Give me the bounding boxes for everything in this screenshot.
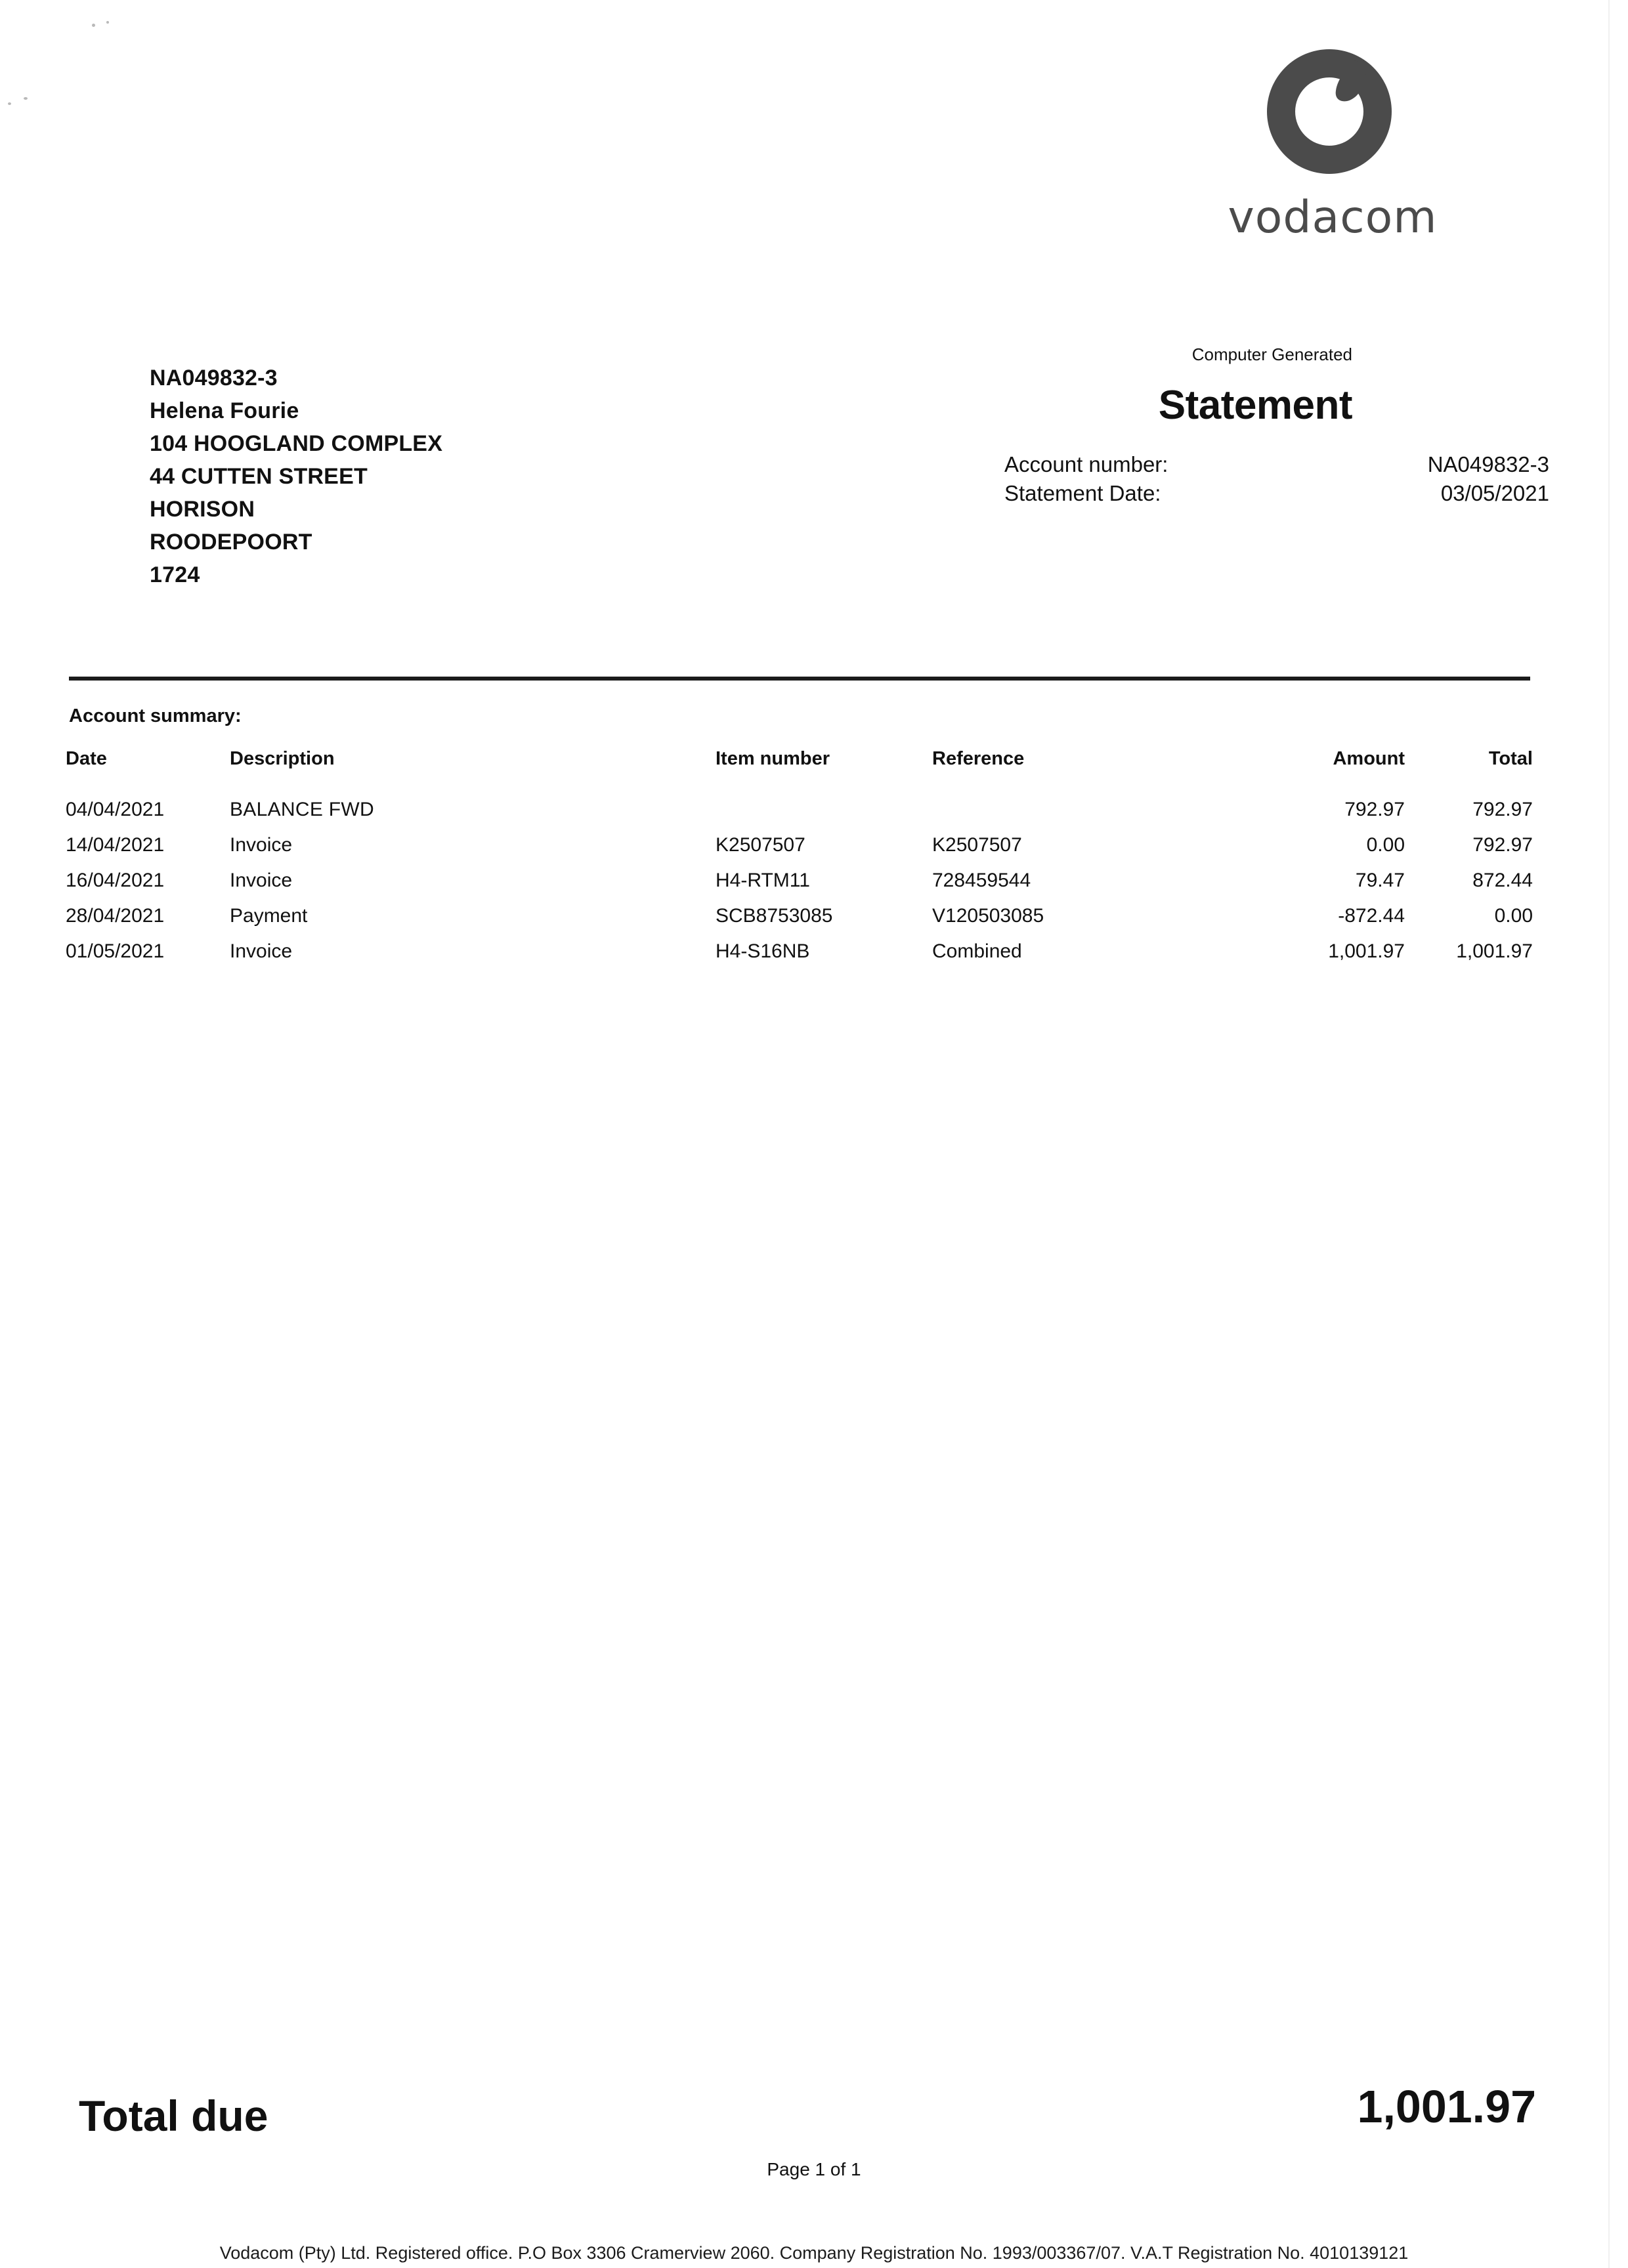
cell-reference: Combined	[932, 940, 1022, 962]
scan-speck	[106, 21, 109, 24]
address-line: 44 CUTTEN STREET	[150, 463, 368, 489]
cell-reference: 728459544	[932, 870, 1031, 891]
cell-amount: 79.47	[1355, 870, 1405, 891]
statement-date-row	[1004, 479, 1549, 508]
address-line: NA049832-3	[150, 366, 278, 390]
cell-item-number: H4-RTM11	[716, 870, 810, 891]
statement-date-label: Statement Date:	[1004, 480, 1161, 505]
total-due-label: Total due	[79, 2091, 268, 2140]
vodacom-speech-mark-icon	[1264, 46, 1395, 177]
account-number-value: NA049832-3	[1427, 452, 1549, 476]
header-divider-rule	[69, 677, 1530, 681]
table-header-row	[66, 748, 1533, 799]
cell-date: 16/04/2021	[66, 870, 165, 891]
column-header-item-number: Item number	[716, 748, 830, 769]
page-title: Statement	[1158, 383, 1352, 428]
vodacom-wordmark: vodacom	[1228, 192, 1438, 243]
total-due-value: 1,001.97	[1357, 2081, 1536, 2132]
cell-total: 792.97	[1472, 799, 1533, 820]
column-header-amount: Amount	[1333, 748, 1405, 769]
cell-date: 14/04/2021	[66, 834, 165, 856]
column-header-date: Date	[66, 748, 107, 769]
cell-date: 04/04/2021	[66, 799, 165, 820]
cell-amount: 792.97	[1344, 799, 1405, 820]
cell-item-number	[716, 799, 932, 834]
cell-total: 0.00	[1494, 905, 1533, 927]
address-line: 104 HOOGLAND COMPLEX	[150, 430, 443, 456]
cell-description: BALANCE FWD	[230, 799, 374, 820]
address-line: Helena Fourie	[150, 398, 299, 423]
table-row	[66, 870, 1533, 905]
table-row	[66, 940, 1533, 976]
cell-amount: 0.00	[1366, 834, 1405, 856]
address-line: 1724	[150, 562, 200, 587]
computer-generated-note: Computer Generated	[1191, 345, 1352, 364]
brand-logo	[1195, 46, 1470, 276]
cell-item-number: H4-S16NB	[716, 940, 810, 962]
cell-total: 1,001.97	[1456, 940, 1533, 962]
cell-total: 872.44	[1472, 870, 1533, 891]
scan-speck	[92, 24, 95, 27]
page-number: Page 1 of 1	[767, 2159, 861, 2179]
cell-date: 01/05/2021	[66, 940, 165, 962]
cell-total: 792.97	[1472, 834, 1533, 856]
cell-item-number: SCB8753085	[716, 905, 833, 927]
account-number-row	[1004, 450, 1549, 479]
cell-reference: K2507507	[932, 834, 1022, 856]
cell-amount: 1,001.97	[1328, 940, 1405, 962]
statement-meta	[1004, 450, 1549, 508]
cell-description: Invoice	[230, 834, 293, 856]
cell-description: Invoice	[230, 870, 293, 891]
table-row	[66, 905, 1533, 940]
table-row	[66, 799, 1533, 834]
account-summary-heading: Account summary:	[69, 705, 242, 726]
cell-amount: -872.44	[1338, 905, 1405, 927]
address-line: HORISON	[150, 496, 255, 522]
address-line: ROODEPOORT	[150, 529, 312, 555]
account-summary-table	[66, 748, 1533, 976]
scan-speck	[8, 102, 11, 105]
cell-item-number: K2507507	[716, 834, 805, 856]
cell-description: Invoice	[230, 940, 293, 962]
legal-footer-text: Vodacom (Pty) Ltd. Registered office. P.O Box 3306 Cramerview 2060. Company Registration No. 1993/003367/07. V.A.T Registration No. 4010139121	[219, 2243, 1409, 2263]
column-header-description: Description	[230, 748, 335, 769]
statement-date-value: 03/05/2021	[1440, 480, 1549, 505]
column-header-total: Total	[1488, 748, 1533, 769]
cell-date: 28/04/2021	[66, 905, 165, 927]
scan-speck	[24, 97, 28, 100]
cell-reference: V120503085	[932, 905, 1044, 927]
column-header-reference: Reference	[932, 748, 1025, 769]
cell-reference	[932, 799, 1241, 834]
account-number-label: Account number:	[1004, 452, 1168, 476]
table-row	[66, 834, 1533, 870]
customer-address-block	[150, 362, 442, 592]
cell-description: Payment	[230, 905, 308, 927]
scan-edge-artifact	[1608, 0, 1610, 2268]
